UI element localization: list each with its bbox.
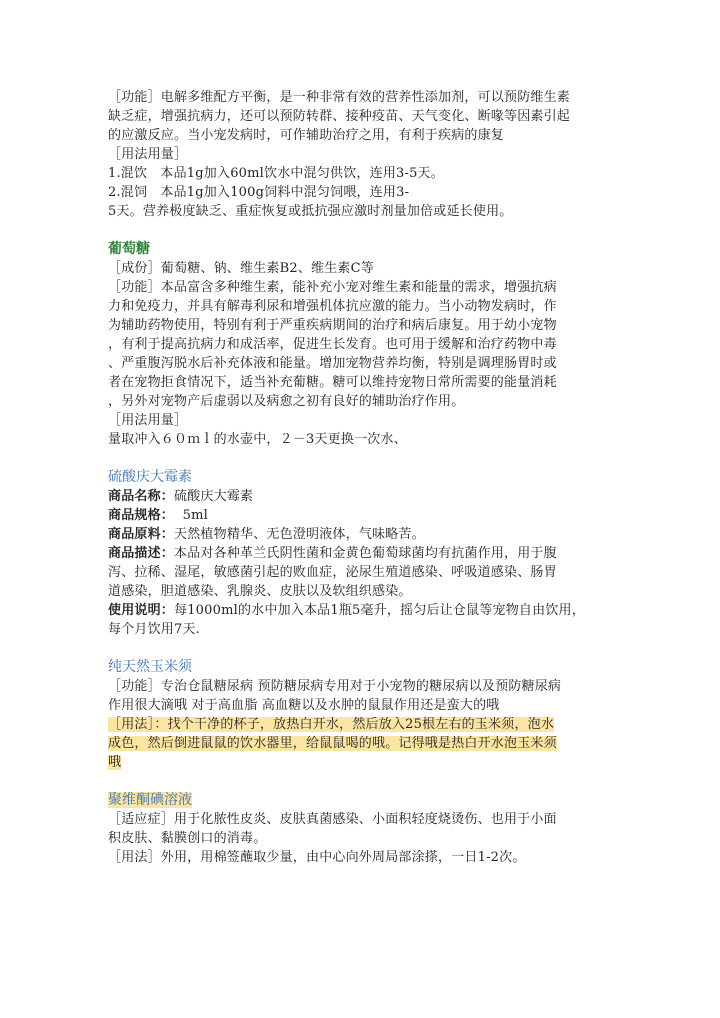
usage-label: 使用说明： (108, 603, 175, 618)
spacer (108, 772, 618, 791)
product-name-row (108, 487, 618, 506)
section-corn-silk (108, 658, 618, 772)
section-title-povidone-iodine (108, 791, 618, 810)
section-povidone-iodine (108, 791, 618, 867)
text-line: 泻、拉稀、湿尾，敏感菌引起的败血症，泌尿生殖道感染、呼吸道感染、肠胃 (108, 565, 557, 580)
text-line: 道感染，胆道感染、乳腺炎、皮肤以及软组织感染。 (108, 584, 412, 599)
product-spec-row (108, 506, 618, 525)
highlighted-usage-line (108, 715, 618, 734)
usage-text: ：找个干净的杯子，放热白开水，然后放入25根左右的玉米须，泡水 (154, 717, 555, 732)
spacer (108, 221, 618, 240)
text-line: 积皮肤、黏膜创口的消毒。 (108, 831, 267, 846)
text-line: ［成份］葡萄糖、钠、维生素B2、维生素C等 (108, 261, 374, 276)
product-spec-value: 5ml (174, 508, 209, 523)
text-line: 缺乏症，增强抗病力，还可以预防转群、接种疫苗、天气变化、断喙等因素引起 (108, 109, 571, 124)
text-line: ，另外对宠物产后虚弱以及病愈之初有良好的辅助治疗作用。 (108, 394, 465, 409)
section-title-corn-silk: 纯天然玉米须 (108, 659, 192, 675)
usage-row (108, 601, 618, 620)
product-material-value: 天然植物精华、无色澄明液体，气味略苦。 (174, 527, 425, 542)
spacer (108, 449, 618, 468)
text-line: ［功能］电解多维配方平衡，是一种非常有效的营养性添加剂，可以预防维生素 (108, 90, 571, 105)
text-line: ［用法用量］ (108, 147, 188, 162)
product-name-value: 硫酸庆大霉素 (174, 489, 254, 504)
document-page (108, 88, 618, 867)
usage-prefix: ［用法］ (108, 717, 155, 732)
text-line: 为辅助药物使用，特别有利于严重疾病期间的治疗和病后康复。用于幼小宠物 (108, 318, 557, 333)
product-material-row (108, 525, 618, 544)
product-material-label: 商品原料： (108, 527, 175, 542)
text-line: 每个月饮用7天. (108, 622, 201, 637)
text-line: 5天。营养极度缺乏、重症恢复或抵抗强应激时剂量加倍或延长使用。 (108, 204, 513, 219)
highlighted-usage-line (108, 734, 618, 753)
text-line: ［用法］外用，用棉签蘸取少量，由中心向外周局部涂搽，一日1-2次。 (108, 850, 526, 865)
section-multivitamin (108, 88, 618, 221)
section-glucose (108, 240, 618, 449)
product-desc-label: 商品描述： (108, 546, 175, 561)
text-line: ［功能］专治仓鼠糖尿病 预防糖尿病专用对于小宠物的糖尿病以及预防糖尿病 (108, 679, 562, 694)
product-name-label: 商品名称： (108, 489, 175, 504)
title-highlight: 聚维酮碘溶液 (108, 792, 192, 808)
text-line: 2.混饲 本品1g加入100g饲料中混匀饲喂，连用3- (108, 185, 410, 200)
text-line: 力和免疫力，并具有解毒利尿和增强机体抗应激的能力。当小动物发病时，作 (108, 299, 557, 314)
product-desc-value: 本品对各种革兰氏阴性菌和金黄色葡萄球菌均有抗菌作用，用于腹 (174, 546, 557, 561)
highlighted-usage-line (108, 753, 618, 772)
text-line: ［用法用量］ (108, 413, 188, 428)
section-gentamicin (108, 468, 618, 639)
product-spec-label: 商品规格： (108, 508, 175, 523)
text-line: 作用很大滴哦 对于高血脂 高血糖以及水肿的鼠鼠作用还是蛮大的哦 (108, 698, 500, 713)
text-line: ［适应症］用于化脓性皮炎、皮肤真菌感染、小面积轻度烧烫伤、也用于小面 (108, 812, 557, 827)
text-line: 1.混饮 本品1g加入60ml饮水中混匀供饮，连用3-5天。 (108, 166, 444, 181)
text-line: ，有利于提高抗病力和成活率，促进生长发育。也可用于缓解和治疗药物中毒 (108, 337, 557, 352)
text-line: 量取冲入６０ｍｌ的水壶中，２－3天更换一次水、 (108, 432, 407, 447)
section-title-gentamicin: 硫酸庆大霉素 (108, 469, 192, 485)
text-line: ［功能］本品富含多种维生素，能补充小宠对维生素和能量的需求，增强抗病 (108, 280, 557, 295)
section-title-glucose: 葡萄糖 (108, 241, 150, 257)
text-line: 者在宠物拒食情况下，适当补充葡糖。糖可以维持宠物日常所需要的能量消耗 (108, 375, 557, 390)
usage-text: 成色，然后倒进鼠鼠的饮水器里，给鼠鼠喝的哦。记得哦是热白开水泡玉米须 (108, 736, 557, 751)
text-line: 的应激反应。当小宠发病时，可作辅助治疗之用，有利于疾病的康复 (108, 128, 505, 143)
product-desc-row (108, 544, 618, 563)
usage-text: 哦 (108, 755, 122, 770)
usage-value: 每1000ml的水中加入本品1瓶5毫升，摇匀后让仓鼠等宠物自由饮用， (174, 603, 585, 618)
text-line: 、严重腹泻脱水后补充体液和能量。增加宠物营养均衡，特别是调理肠胃时或 (108, 356, 557, 371)
spacer (108, 639, 618, 658)
